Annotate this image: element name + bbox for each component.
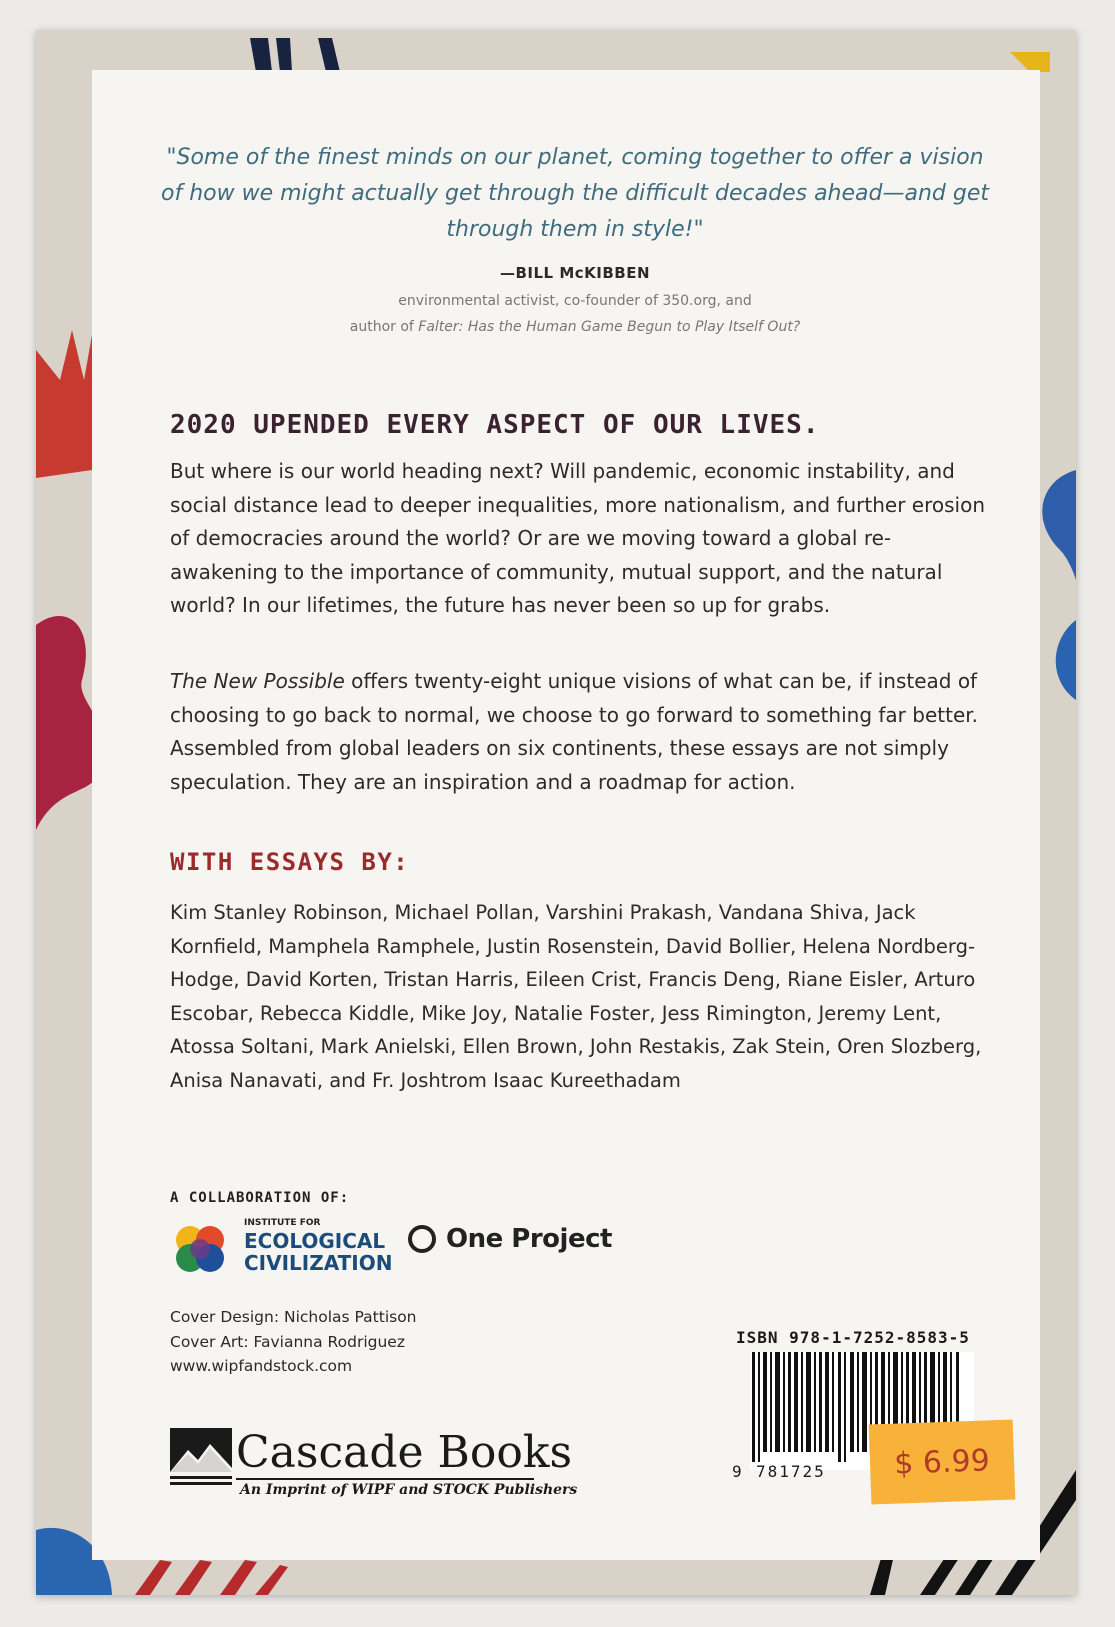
deco-yellow-corner xyxy=(1010,52,1050,72)
one-project-name: One Project xyxy=(446,1224,612,1254)
endorsement-attribution: —BILL McKIBBEN xyxy=(499,264,651,282)
main-heading: 2020 UPENDED EVERY ASPECT OF OUR LIVES. xyxy=(170,410,820,440)
iec-line-2: CIVILIZATION xyxy=(244,1251,393,1275)
credit-cover-art: Cover Art: Favianna Rodriguez xyxy=(170,1332,405,1351)
publisher-rule xyxy=(236,1478,534,1480)
credentials-line-2 xyxy=(160,314,990,340)
iec-logo xyxy=(170,1218,400,1278)
deco-red-strokes-bottom xyxy=(135,1560,288,1595)
barcode-digits: 781725 xyxy=(756,1462,826,1481)
essays-contributor-list: Kim Stanley Robinson, Michael Pollan, Varshini Prakash, Vandana Shiva, Jack Kornfield, Mamphela Ramphele, Justin Rosenstein, David Bollier, Helena Nordberg-Hodge, David Korten, Tristan Harris, Eileen Crist, Francis Deng, Riane Eisler, Arturo Escobar, Rebecca Kiddle, Mike Joy, Natalie Foster, Jess Rimington, Jeremy Lent, Atossa Soltani, Mark Anielski, Ellen Brown, John Restakis, Zak Stein, Oren Slozberg, Anisa Nanavati, and Fr. Joshtrom Isaac Kureethadam xyxy=(170,901,982,1092)
deco-navy-stroke-top xyxy=(250,38,340,72)
barcode-lead-digit: 9 xyxy=(732,1462,742,1481)
isbn-number: ISBN 978-1-7252-8583-5 xyxy=(736,1328,970,1347)
essays-heading: WITH ESSAYS BY: xyxy=(170,848,410,876)
one-project-ring-icon xyxy=(408,1225,436,1253)
price-text: $ 6.99 xyxy=(893,1442,991,1482)
endorsement-credentials xyxy=(160,288,990,340)
deco-red-crown xyxy=(36,330,92,478)
credentials-line-1: environmental activist, co-founder of 350.org, and xyxy=(398,293,752,309)
description-paragraph-2 xyxy=(170,665,990,799)
description-paragraph-1: But where is our world heading next? Will pandemic, economic instability, and social distance lead to deeper inequalities, more nationalism, and further erosion of democracies around the world? Or are we moving toward a global re-awakening to the importance of community, mutual support, and the natural world? In our lifetimes, the future has never been so up for grabs. xyxy=(170,459,986,617)
one-project-logo xyxy=(408,1224,612,1254)
endorsement-quote: "Some of the finest minds on our planet, coming together to offer a vision of how we might actually get through the difficult decades ahead—and get through them in style!" xyxy=(161,145,989,242)
iec-flower-icon xyxy=(170,1218,232,1280)
credentials-book-title: Falter: Has the Human Game Begun to Play Itself Out? xyxy=(418,319,801,335)
endorsement-block xyxy=(160,140,990,340)
iec-small-text: INSTITUTE FOR xyxy=(244,1218,321,1228)
credit-cover-design: Cover Design: Nicholas Pattison xyxy=(170,1308,417,1326)
mountain-logo-icon xyxy=(170,1428,232,1486)
deco-blue-shape-2 xyxy=(1056,620,1076,700)
iec-name xyxy=(244,1230,392,1274)
publisher-name: Cascade Books xyxy=(236,1427,573,1478)
price-sticker xyxy=(869,1420,1016,1505)
publisher-tagline: An Imprint of WIPF and STOCK Publishers xyxy=(240,1482,578,1498)
deco-blue-shape-1 xyxy=(1042,470,1076,580)
paragraph-2-text: offers twenty-eight unique visions of what can be, if instead of choosing to go back to normal, we choose to go forward to something far better. Assembled from global leaders on six continents, these essays are not simply speculation. They are an inspiration and a roadmap for action. xyxy=(170,669,978,794)
credentials-prefix: author of xyxy=(349,319,419,335)
collaboration-label: A COLLABORATION OF: xyxy=(170,1190,350,1206)
book-title-italic: The New Possible xyxy=(170,669,345,693)
credit-website: www.wipfandstock.com xyxy=(170,1357,353,1375)
iec-line-1: ECOLOGICAL xyxy=(244,1229,386,1253)
cover-credits xyxy=(170,1305,417,1379)
